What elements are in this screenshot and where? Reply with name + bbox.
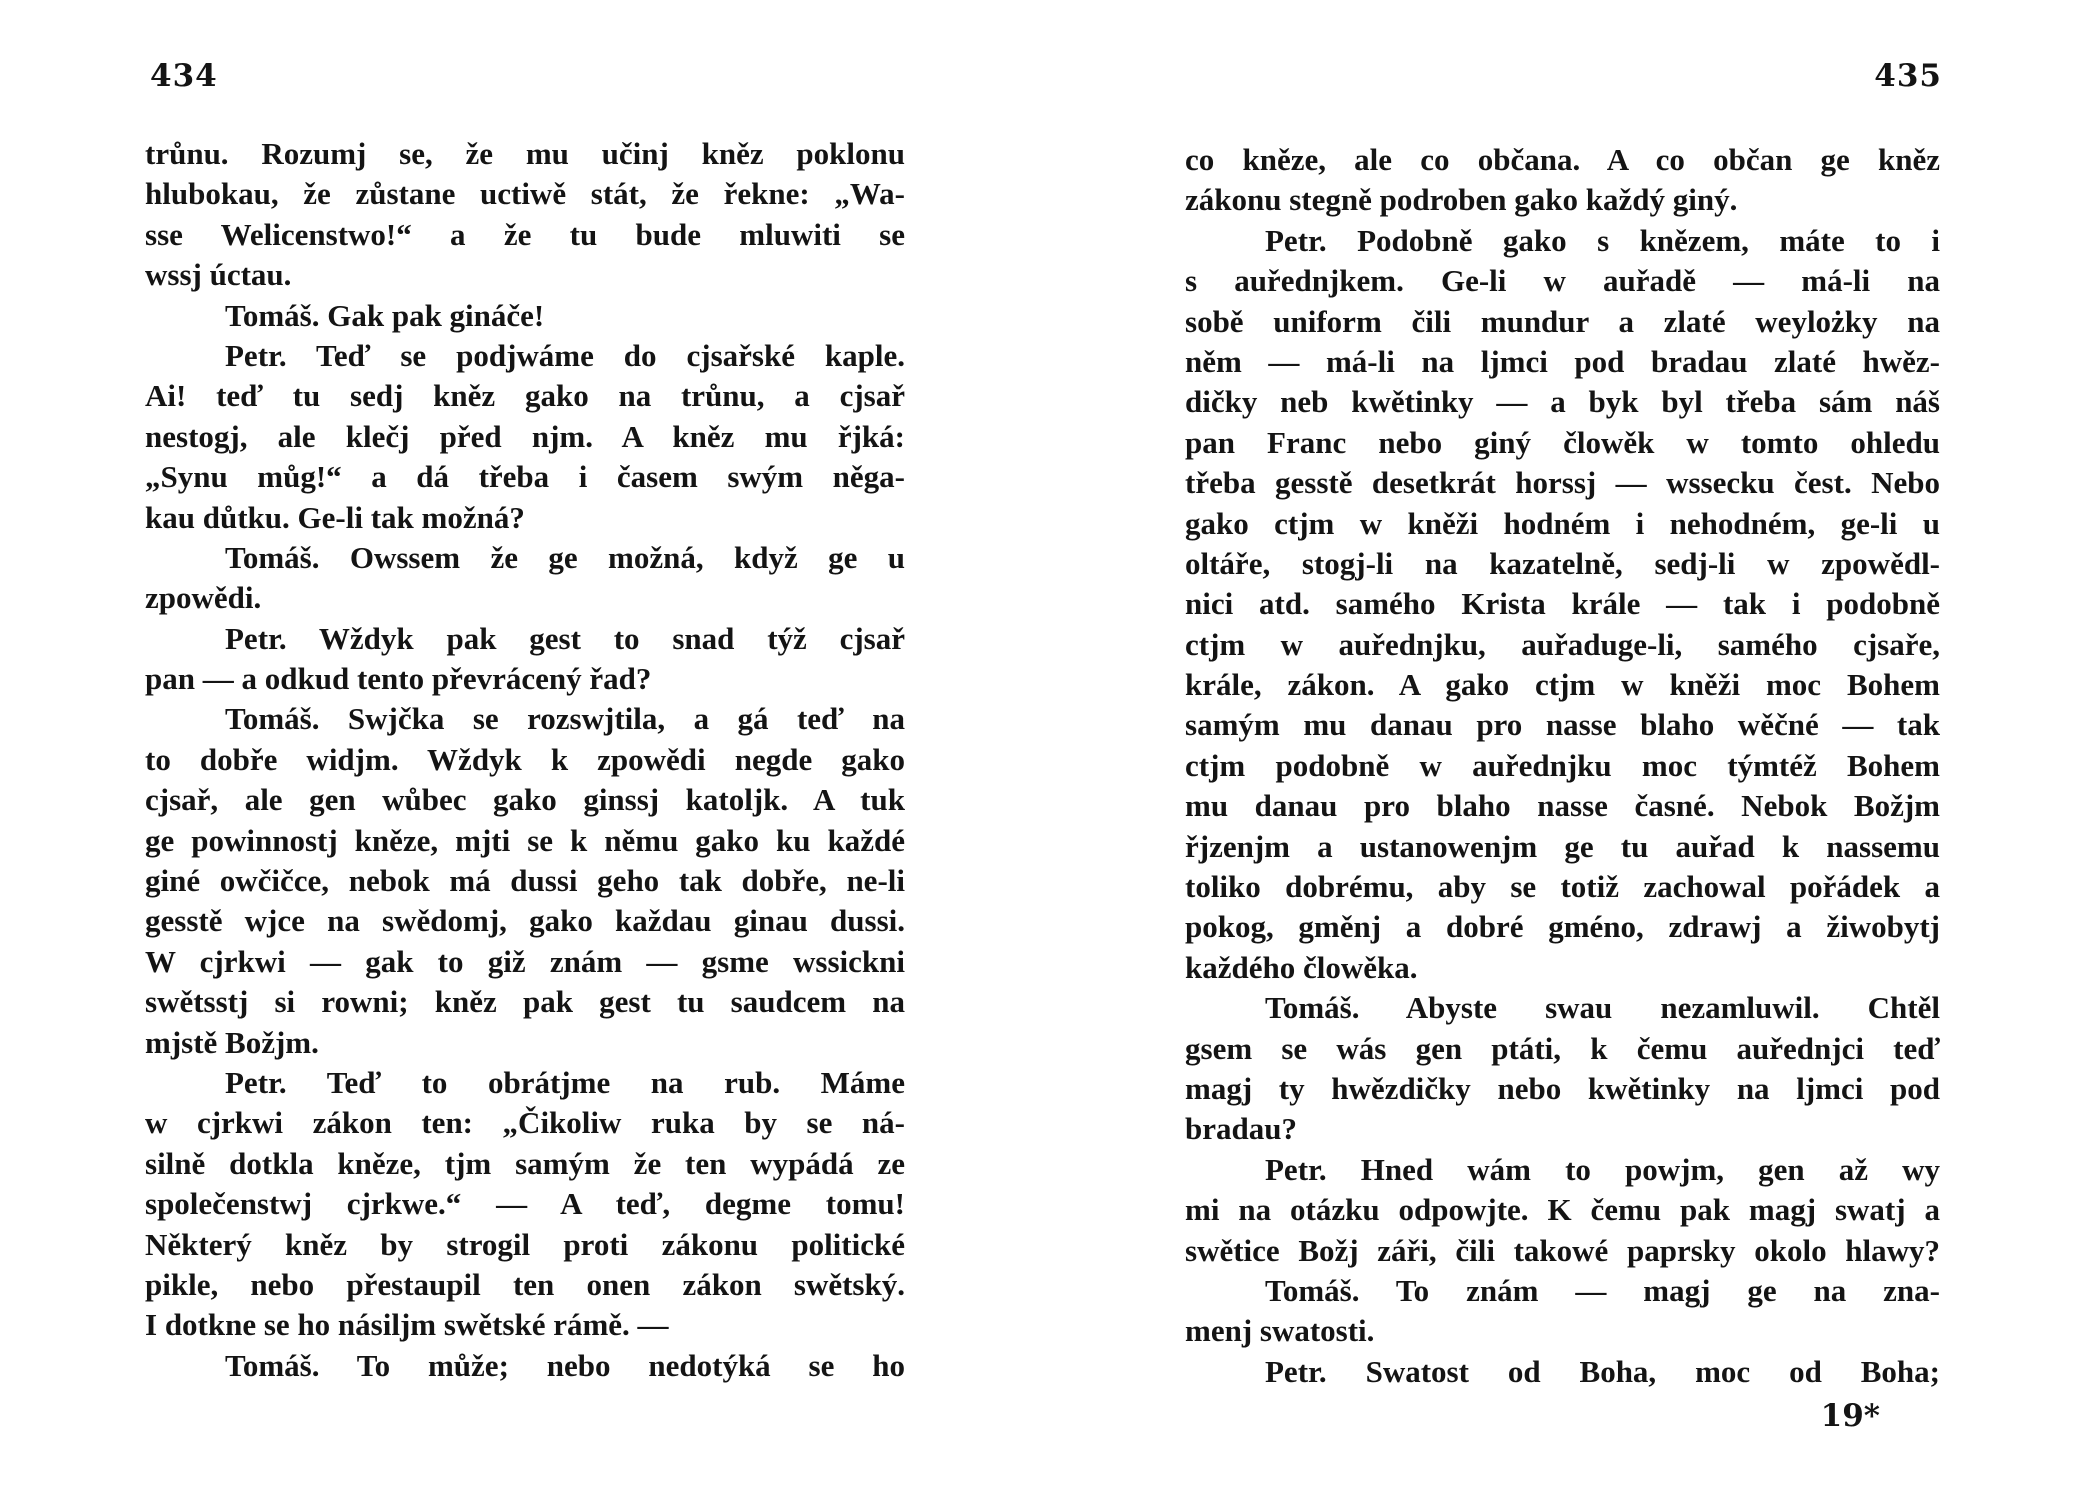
text-line: toliko dobrému, aby se totiž zachowal pořádek a	[1185, 869, 1940, 905]
text-line: co kněze, ale co občana. A co občan ge kněz	[1185, 142, 1940, 177]
text-line: magj ty hwězdičky nebo kwětinky na ljmci pod	[1185, 1070, 1940, 1106]
page-number-left: 434	[150, 58, 218, 94]
book-gutter	[1040, 0, 1041, 1500]
text-line: Tomáš. To znám — magj ge na zna-	[1265, 1272, 1940, 1308]
text-line: menj swatosti.	[1185, 1313, 1375, 1349]
text-line: hlubokau, že zůstane uctiwě stát, že řekne: „Wa-	[145, 176, 905, 212]
text-line: kau důtku. Ge-li tak možná?	[145, 499, 525, 535]
text-line: mjstě Božjm.	[145, 1024, 319, 1060]
text-line: gako ctjm w kněži hodném i nehodném, ge-li u	[1185, 505, 1940, 541]
text-line: oltáře, stogj-li na kazatelně, sedj-li w zpowědl-	[1185, 545, 1940, 581]
text-line: w cjrkwi zákon ten: „Čikoliw ruka by se ná-	[145, 1105, 905, 1141]
text-line: giné owčičce, nebok má dussi geho tak dobře, ne-li	[145, 863, 905, 899]
text-line: Tomáš. Owssem že ge možná, když ge u	[225, 539, 905, 575]
text-line: Petr. Wždyk pak gest to snad týž cjsař	[225, 620, 905, 656]
page-number-right: 435	[1874, 58, 1942, 94]
text-line: Petr. Swatost od Boha, moc od Boha;	[1265, 1353, 1940, 1389]
text-line: dičky neb kwětinky — a byk byl třeba sám náš	[1185, 384, 1940, 420]
text-line: Tomáš. Gak pak gináče!	[225, 297, 545, 333]
text-line: třeba gesstě desetkrát horssj — wssecku čest. Nebo	[1185, 465, 1940, 501]
text-line: každého člowěka.	[1185, 949, 1418, 985]
text-line: sobě uniform čili mundur a zlaté weylożky na	[1185, 303, 1940, 339]
text-line: společenstwj cjrkwe.“ — A teď, degme tomu!	[145, 1186, 905, 1222]
text-line: W cjrkwi — gak to giž znám — gsme wssickni	[145, 943, 905, 979]
text-line: samým mu danau pro nasse blaho wěčné — tak	[1185, 707, 1940, 743]
text-line: pikle, nebo přestaupil ten onen zákon swětský.	[145, 1266, 905, 1302]
text-line: to dobře widjm. Wždyk k zpowědi negde gako	[145, 741, 905, 777]
text-line: zákonu stegně podroben gako každý giný.	[1185, 182, 1738, 218]
text-line: bradau?	[1185, 1111, 1297, 1147]
text-line: wssj úctau.	[145, 257, 292, 293]
text-line: swětice Božj záři, čili takowé paprsky okolo hlawy?	[1185, 1232, 1940, 1268]
text-line: gesstě wjce na swědomj, gako každau ginau dussi.	[145, 903, 905, 939]
text-line: cjsař, ale gen wůbec gako ginssj katoljk. A tuk	[145, 782, 905, 818]
right-page-text	[1185, 140, 1940, 1392]
text-line: Tomáš. Abyste swau nezamluwil. Chtěl	[1265, 990, 1940, 1026]
text-line: něm — má-li na ljmci pod bradau zlaté hwěz-	[1185, 343, 1940, 379]
text-line: I dotkne se ho násiljm swětské rámě. —	[145, 1307, 669, 1343]
text-line: ctjm w auřednjku, auřaduge-li, samého cjsaře,	[1185, 626, 1940, 662]
text-line: swětsstj si rowni; kněz pak gest tu saudcem na	[145, 984, 905, 1020]
text-line: Petr. Teď to obrátjme na rub. Máme	[225, 1064, 905, 1100]
text-line: trůnu. Rozumj se, že mu učinj kněz poklonu	[145, 136, 905, 171]
text-line: mu danau pro blaho nasse časné. Nebok Božjm	[1185, 788, 1940, 824]
text-line: Petr. Teď se podjwáme do cjsařské kaple.	[225, 337, 905, 373]
text-line: Petr. Hned wám to powjm, gen až wy	[1265, 1151, 1940, 1187]
text-line: pan — a odkud tento převrácený řad?	[145, 661, 652, 697]
text-line: silně dotkla kněze, tjm samým že ten wypádá ze	[145, 1145, 905, 1181]
text-line: ctjm podobně w auřednjku moc týmtéž Bohem	[1185, 747, 1940, 783]
signature-mark: 19*	[1820, 1398, 1880, 1434]
text-line: sse Welicenstwo!“ a že tu bude mluwiti se	[145, 216, 905, 252]
text-line: Tomáš. To může; nebo nedotýká se ho	[225, 1347, 905, 1383]
text-line: Tomáš. Swjčka se rozswjtila, a gá teď na	[225, 701, 905, 737]
text-line: zpowědi.	[145, 580, 262, 616]
text-line: řjzenjm a ustanowenjm ge tu auřad k nassemu	[1185, 828, 1940, 864]
text-line: Některý kněz by strogil proti zákonu politické	[145, 1226, 905, 1262]
text-line: Ai! teď tu sedj kněz gako na trůnu, a cjsař	[145, 378, 905, 414]
text-line: nici atd. samého Krista krále — tak i podobně	[1185, 586, 1940, 622]
text-line: „Synu můg!“ a dá třeba i časem swým něga-	[145, 459, 905, 495]
text-line: Petr. Podobně gako s knězem, máte to i	[1265, 222, 1940, 258]
text-line: pokog, gměnj a dobré gméno, zdrawj a žiwobytj	[1185, 909, 1940, 945]
text-line: gsem se wás gen ptáti, k čemu auřednjci teď	[1185, 1030, 1940, 1066]
text-line: mi na otázku odpowjte. K čemu pak magj swatj a	[1185, 1192, 1940, 1228]
text-line: nestogj, ale klečj před njm. A kněz mu řjká:	[145, 418, 905, 454]
text-line: s auřednjkem. Ge-li w auřadě — má-li na	[1185, 263, 1940, 299]
text-line: krále, zákon. A gako ctjm w kněži moc Bohem	[1185, 667, 1940, 703]
left-page-text	[145, 134, 905, 1386]
text-line: pan Franc nebo giný člowěk w tomto ohledu	[1185, 424, 1940, 460]
text-line: ge powinnostj kněze, mjti se k němu gako ku každé	[145, 822, 905, 858]
